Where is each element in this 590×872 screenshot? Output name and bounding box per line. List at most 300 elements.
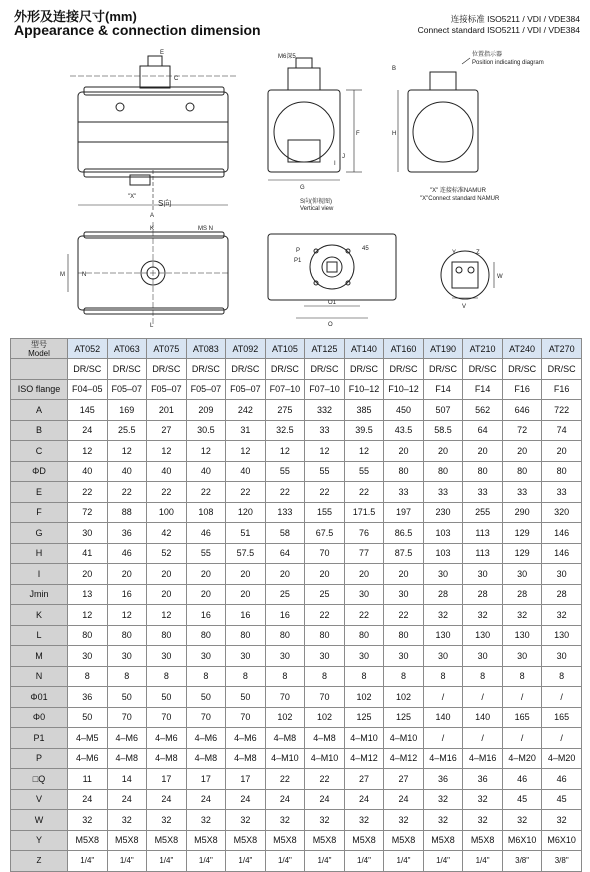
table-cell: 16 — [186, 605, 226, 626]
table-cell: 24 — [265, 789, 305, 810]
table-cell: 20 — [344, 564, 384, 585]
table-cell: 8 — [344, 666, 384, 687]
table-cell: 169 — [107, 400, 147, 421]
model-cell: AT075 — [147, 339, 187, 359]
table-cell: 4–M8 — [305, 728, 345, 749]
table-cell: 4–M8 — [265, 728, 305, 749]
table-cell: 4–M10 — [384, 728, 424, 749]
table-cell: F14 — [423, 379, 463, 400]
model-cell: AT210 — [463, 339, 503, 359]
table-cell: DR/SC — [186, 359, 226, 380]
table-cell: 80 — [226, 625, 266, 646]
table-cell: 20 — [502, 441, 542, 462]
table-cell: 32 — [384, 810, 424, 831]
table-cell: 14 — [107, 769, 147, 790]
table-cell: 30 — [68, 646, 108, 667]
table-cell: 20 — [542, 441, 582, 462]
table-cell: DR/SC — [147, 359, 187, 380]
table-cell: 32 — [186, 810, 226, 831]
table-cell: 22 — [68, 482, 108, 503]
table-row — [11, 441, 582, 462]
table-cell: 80 — [423, 461, 463, 482]
table-cell: 4–M10 — [265, 748, 305, 769]
table-cell: 22 — [265, 482, 305, 503]
table-cell: 1/4" — [186, 851, 226, 872]
table-cell: F05–07 — [107, 379, 147, 400]
table-cell: 20 — [186, 584, 226, 605]
dim-label-i: I — [334, 161, 336, 167]
table-cell: 22 — [305, 769, 345, 790]
model-cell: AT105 — [265, 339, 305, 359]
model-cell: AT160 — [384, 339, 424, 359]
table-cell: 171.5 — [344, 502, 384, 523]
table-cell: 24 — [186, 789, 226, 810]
table-cell: 40 — [68, 461, 108, 482]
table-cell: M5X8 — [186, 830, 226, 851]
connection-standard — [418, 14, 580, 36]
table-cell: 24 — [107, 789, 147, 810]
table-cell: 20 — [226, 564, 266, 585]
table-cell: 24 — [68, 789, 108, 810]
table-cell: DR/SC — [226, 359, 266, 380]
table-row — [11, 625, 582, 646]
table-cell: 1/4" — [68, 851, 108, 872]
table-cell: / — [463, 687, 503, 708]
table-cell: DR/SC — [305, 359, 345, 380]
table-cell: 70 — [305, 687, 345, 708]
table-cell: 8 — [186, 666, 226, 687]
table-cell: 4–M16 — [463, 748, 503, 769]
table-cell: 507 — [423, 400, 463, 421]
table-cell: 102 — [305, 707, 345, 728]
table-cell: 33 — [542, 482, 582, 503]
row-label: Φ0 — [11, 707, 68, 728]
row-label: I — [11, 564, 68, 585]
table-cell: 58 — [265, 523, 305, 544]
table-cell: 113 — [463, 543, 503, 564]
position-indicator-view — [398, 58, 478, 172]
table-cell: 32 — [463, 810, 503, 831]
label-position-cn: 位置指示器 — [472, 52, 503, 58]
table-cell: F07–10 — [265, 379, 305, 400]
table-cell: M5X8 — [423, 830, 463, 851]
table-cell: 70 — [186, 707, 226, 728]
front-view — [70, 56, 236, 212]
row-label: ΦD — [11, 461, 68, 482]
table-cell: 70 — [107, 707, 147, 728]
table-cell: 32 — [542, 810, 582, 831]
table-cell: 50 — [186, 687, 226, 708]
table-cell: 230 — [423, 502, 463, 523]
table-cell: 4–M6 — [226, 728, 266, 749]
table-cell: 27 — [147, 420, 187, 441]
table-cell: 4–M20 — [502, 748, 542, 769]
table-cell: 4–M5 — [68, 728, 108, 749]
table-cell: 31 — [226, 420, 266, 441]
table-cell: 70 — [226, 707, 266, 728]
table-cell: / — [423, 687, 463, 708]
table-cell: 165 — [502, 707, 542, 728]
table-cell: 17 — [226, 769, 266, 790]
table-cell: 1/4" — [305, 851, 345, 872]
table-row — [11, 646, 582, 667]
table-cell: 3/8" — [502, 851, 542, 872]
table-cell: DR/SC — [542, 359, 582, 380]
table-cell: 8 — [68, 666, 108, 687]
table-cell: 30 — [147, 646, 187, 667]
table-cell: F16 — [502, 379, 542, 400]
side-view — [268, 58, 362, 180]
table-cell: 1/4" — [344, 851, 384, 872]
row-label: W — [11, 810, 68, 831]
table-cell: 16 — [107, 584, 147, 605]
table-cell: F14 — [463, 379, 503, 400]
table-cell: 80 — [107, 625, 147, 646]
table-cell: M5X8 — [68, 830, 108, 851]
table-cell: 1/4" — [147, 851, 187, 872]
model-cell: AT125 — [305, 339, 345, 359]
label-namur-cn: "X" 连接标准NAMUR — [430, 188, 486, 194]
table-cell: 12 — [107, 605, 147, 626]
table-cell: M5X8 — [384, 830, 424, 851]
table-cell: 41 — [68, 543, 108, 564]
table-cell: 20 — [265, 564, 305, 585]
table-cell: 32 — [463, 605, 503, 626]
table-cell: 64 — [463, 420, 503, 441]
table-cell: 133 — [265, 502, 305, 523]
model-cell: AT063 — [107, 339, 147, 359]
table-cell: 25 — [305, 584, 345, 605]
row-label: P — [11, 748, 68, 769]
table-cell: 22 — [305, 605, 345, 626]
table-cell: 70 — [265, 687, 305, 708]
row-label: P1 — [11, 728, 68, 749]
table-cell: 4–M12 — [384, 748, 424, 769]
table-row — [11, 789, 582, 810]
technical-drawing — [0, 40, 590, 328]
dim-label-45: 45 — [362, 246, 369, 252]
row-label: Jmin — [11, 584, 68, 605]
table-cell: 80 — [344, 625, 384, 646]
model-cell: AT240 — [502, 339, 542, 359]
table-cell: 28 — [502, 584, 542, 605]
table-cell: 4–M6 — [107, 728, 147, 749]
dim-label-w: W — [497, 274, 503, 280]
table-cell: DR/SC — [423, 359, 463, 380]
model-cell: AT270 — [542, 339, 582, 359]
table-cell: 80 — [384, 625, 424, 646]
table-cell: 24 — [226, 789, 266, 810]
table-cell: 103 — [423, 543, 463, 564]
title-english: Appearance & connection dimension — [14, 22, 261, 38]
table-cell: 130 — [542, 625, 582, 646]
table-cell: 12 — [305, 441, 345, 462]
table-cell: 8 — [542, 666, 582, 687]
table-row — [11, 502, 582, 523]
dim-label-o1: O1 — [328, 300, 337, 306]
table-cell: 125 — [344, 707, 384, 728]
table-cell: 80 — [502, 461, 542, 482]
table-cell: 12 — [147, 605, 187, 626]
table-cell: 77 — [344, 543, 384, 564]
dim-label-g: G — [300, 185, 305, 191]
table-cell: 30 — [542, 564, 582, 585]
table-cell: 12 — [344, 441, 384, 462]
table-cell: 102 — [265, 707, 305, 728]
table-cell: 32 — [423, 605, 463, 626]
table-cell: / — [423, 728, 463, 749]
table-cell: 4–M8 — [147, 748, 187, 769]
table-cell: 32 — [423, 810, 463, 831]
table-cell: 80 — [265, 625, 305, 646]
dim-label-a: A — [150, 213, 155, 219]
table-cell: 32 — [305, 810, 345, 831]
table-cell: F16 — [542, 379, 582, 400]
row-label — [11, 359, 68, 380]
dim-label-v: V — [462, 304, 467, 310]
table-row — [11, 769, 582, 790]
table-cell: 4–M8 — [186, 748, 226, 769]
row-label: H — [11, 543, 68, 564]
table-cell: 22 — [344, 605, 384, 626]
dim-label-z: Z — [476, 250, 480, 256]
row-label: M — [11, 646, 68, 667]
table-cell: M5X8 — [463, 830, 503, 851]
dim-label-p: P — [296, 248, 301, 254]
table-cell: 33 — [502, 482, 542, 503]
table-cell: 24 — [384, 789, 424, 810]
table-cell: 22 — [344, 482, 384, 503]
table-cell: 30 — [463, 564, 503, 585]
table-cell: 8 — [147, 666, 187, 687]
table-cell: 28 — [463, 584, 503, 605]
table-cell: 33 — [305, 420, 345, 441]
table-cell: 40 — [226, 461, 266, 482]
table-cell: 125 — [384, 707, 424, 728]
table-cell: 4–M6 — [186, 728, 226, 749]
row-label: E — [11, 482, 68, 503]
table-cell: 28 — [542, 584, 582, 605]
dim-label-s: S向 — [158, 199, 172, 208]
table-cell: 32 — [265, 810, 305, 831]
table-cell: DR/SC — [384, 359, 424, 380]
table-cell: 165 — [542, 707, 582, 728]
table-cell: 30.5 — [186, 420, 226, 441]
table-cell: 50 — [147, 687, 187, 708]
table-cell: 74 — [542, 420, 582, 441]
table-cell: 146 — [542, 543, 582, 564]
table-cell: 45 — [502, 789, 542, 810]
table-cell: 80 — [68, 625, 108, 646]
table-cell: 242 — [226, 400, 266, 421]
table-cell: 28 — [423, 584, 463, 605]
row-label: V — [11, 789, 68, 810]
table-cell: 1/4" — [423, 851, 463, 872]
table-cell: 24 — [68, 420, 108, 441]
table-cell: 12 — [68, 605, 108, 626]
table-cell: / — [502, 687, 542, 708]
table-cell: 80 — [147, 625, 187, 646]
table-cell: 30 — [226, 646, 266, 667]
table-cell: 17 — [147, 769, 187, 790]
table-cell: F07–10 — [305, 379, 345, 400]
row-label: C — [11, 441, 68, 462]
table-cell: 72 — [68, 502, 108, 523]
table-cell: 39.5 — [344, 420, 384, 441]
table-cell: DR/SC — [68, 359, 108, 380]
table-cell: 4–M10 — [305, 748, 345, 769]
table-cell: 50 — [226, 687, 266, 708]
table-cell: 46 — [186, 523, 226, 544]
table-cell: 30 — [423, 646, 463, 667]
table-cell: 30 — [344, 646, 384, 667]
table-cell: M5X8 — [265, 830, 305, 851]
table-cell: M6X10 — [502, 830, 542, 851]
table-cell: 8 — [226, 666, 266, 687]
table-cell: 22 — [265, 769, 305, 790]
table-cell: 30 — [463, 646, 503, 667]
table-cell: 1/4" — [384, 851, 424, 872]
table-row — [11, 687, 582, 708]
table-cell: 290 — [502, 502, 542, 523]
table-cell: DR/SC — [502, 359, 542, 380]
table-cell: 12 — [226, 441, 266, 462]
table-cell: 102 — [384, 687, 424, 708]
table-row — [11, 400, 582, 421]
table-cell: 201 — [147, 400, 187, 421]
table-cell: 24 — [147, 789, 187, 810]
model-cell: AT190 — [423, 339, 463, 359]
table-cell: 4–M10 — [344, 728, 384, 749]
table-cell: 70 — [305, 543, 345, 564]
table-cell: 4–M8 — [107, 748, 147, 769]
title-chinese: 外形及连接尺寸(mm) — [14, 9, 137, 24]
table-cell: 12 — [265, 441, 305, 462]
dim-label-n: N — [82, 272, 87, 278]
table-row — [11, 707, 582, 728]
table-cell: 17 — [186, 769, 226, 790]
table-cell: 20 — [68, 564, 108, 585]
table-cell: DR/SC — [265, 359, 305, 380]
table-cell: 36 — [463, 769, 503, 790]
table-cell: 20 — [305, 564, 345, 585]
table-row — [11, 830, 582, 851]
table-cell: M5X8 — [344, 830, 384, 851]
table-cell: 140 — [463, 707, 503, 728]
dim-label-x: "X" — [128, 194, 137, 200]
table-cell: 30 — [344, 584, 384, 605]
row-label: Y — [11, 830, 68, 851]
table-cell: 20 — [186, 564, 226, 585]
table-cell: 30 — [107, 646, 147, 667]
table-cell: 8 — [463, 666, 503, 687]
table-cell: M5X8 — [147, 830, 187, 851]
table-cell: 8 — [107, 666, 147, 687]
table-cell: 22 — [107, 482, 147, 503]
table-cell: 1/4" — [265, 851, 305, 872]
table-row — [11, 810, 582, 831]
table-cell: 8 — [423, 666, 463, 687]
dim-label-m6: M6深5 — [278, 54, 296, 60]
table-cell: 30 — [384, 646, 424, 667]
table-cell: 32 — [226, 810, 266, 831]
table-cell: 22 — [186, 482, 226, 503]
table-cell: 332 — [305, 400, 345, 421]
table-row — [11, 748, 582, 769]
table-cell: 20 — [384, 441, 424, 462]
standard-chinese: 连接标准 ISO5211 / VDI / VDE384 — [450, 14, 580, 24]
table-cell: 113 — [463, 523, 503, 544]
model-cell: AT052 — [68, 339, 108, 359]
table-cell: 11 — [68, 769, 108, 790]
row-label: ISO flange — [11, 379, 68, 400]
table-cell: 16 — [265, 605, 305, 626]
dim-label-h: H — [392, 131, 397, 137]
table-cell: 32 — [502, 605, 542, 626]
table-cell: F04–05 — [68, 379, 108, 400]
table-row — [11, 523, 582, 544]
table-cell: 146 — [542, 523, 582, 544]
table-row — [11, 851, 582, 872]
namur-detail — [441, 251, 494, 299]
table-cell: 76 — [344, 523, 384, 544]
table-cell: 209 — [186, 400, 226, 421]
dim-label-m: M — [60, 272, 65, 278]
row-label: L — [11, 625, 68, 646]
table-cell: F05–07 — [186, 379, 226, 400]
table-cell: 12 — [147, 441, 187, 462]
table-cell: 36 — [423, 769, 463, 790]
table-row — [11, 482, 582, 503]
row-label: A — [11, 400, 68, 421]
table-cell: 32 — [147, 810, 187, 831]
table-cell: 67.5 — [305, 523, 345, 544]
table-cell: 33 — [384, 482, 424, 503]
table-cell: 80 — [542, 461, 582, 482]
model-cell: AT083 — [186, 339, 226, 359]
label-position-en: Position indicating diagram — [472, 60, 544, 66]
table-cell: 1/4" — [226, 851, 266, 872]
dimension-table — [10, 338, 582, 872]
table-cell: 80 — [186, 625, 226, 646]
table-cell: 129 — [502, 523, 542, 544]
table-cell: 8 — [502, 666, 542, 687]
table-cell: 108 — [186, 502, 226, 523]
table-cell: 43.5 — [384, 420, 424, 441]
table-cell: 24 — [344, 789, 384, 810]
table-cell: M5X8 — [226, 830, 266, 851]
table-cell: 4–M20 — [542, 748, 582, 769]
dim-label-o: O — [328, 322, 333, 328]
table-row — [11, 728, 582, 749]
table-cell: F05–07 — [226, 379, 266, 400]
table-cell: 58.5 — [423, 420, 463, 441]
table-cell: 20 — [226, 584, 266, 605]
bottom-view — [68, 222, 228, 324]
table-cell: 40 — [186, 461, 226, 482]
table-cell: / — [542, 687, 582, 708]
table-cell: 20 — [463, 441, 503, 462]
table-cell: 22 — [384, 605, 424, 626]
table-cell: 87.5 — [384, 543, 424, 564]
table-cell: 140 — [423, 707, 463, 728]
table-cell: 22 — [147, 482, 187, 503]
table-cell: 51 — [226, 523, 266, 544]
table-row — [11, 461, 582, 482]
dim-label-k: K — [150, 226, 155, 232]
row-label: G — [11, 523, 68, 544]
row-label: □Q — [11, 769, 68, 790]
